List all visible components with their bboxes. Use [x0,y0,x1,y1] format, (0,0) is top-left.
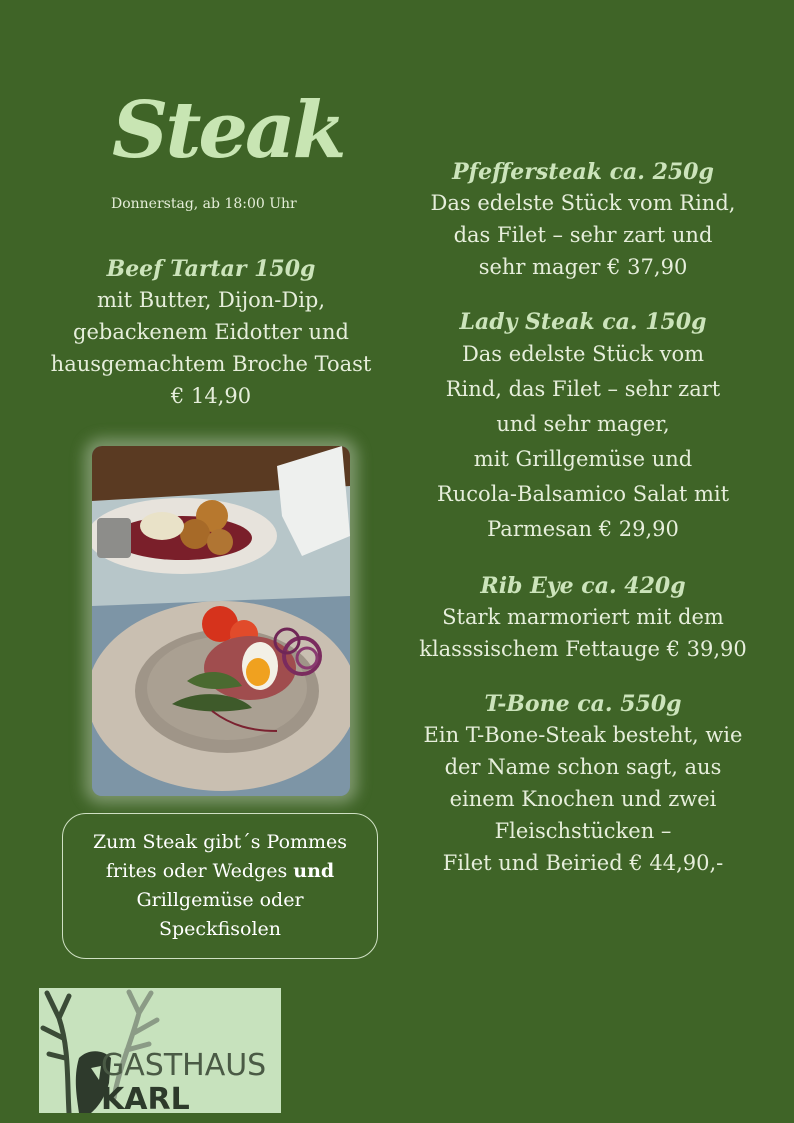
menu-item [418,689,748,879]
desc-line: Ein T-Bone-Steak besteht, wie [423,723,743,747]
desc-line: und sehr mager, [496,412,670,436]
desc-line: der Name schon sagt, aus [444,755,722,779]
sides-line [93,857,347,886]
sides-line-bold: und [293,860,335,882]
sides-info-text [93,828,347,944]
desc-line: Filet und Beiried € 44,90,- [442,851,724,875]
menu-item-description [418,719,748,879]
menu-item [40,254,382,412]
sides-info-box [62,813,378,959]
logo-line-2: KARL [101,1082,190,1113]
logo-line-1: GASTHAUS [101,1048,267,1083]
menu-item-title: Pfeffersteak ca. 250g [452,159,714,185]
desc-line: einem Knochen und zwei [449,787,717,811]
menu-item [418,157,748,283]
desc-line: hausgemachtem Broche Toast [50,352,372,376]
desc-line: sehr mager € 37,90 [478,255,688,279]
menu-item-title: Beef Tartar 150g [106,256,316,282]
menu-item-title: T-Bone ca. 550g [484,691,682,717]
desc-line: Das edelste Stück vom [461,342,705,366]
desc-line: Fleischstücken – [494,819,672,843]
desc-line: das Filet – sehr zart und [453,223,713,247]
left-menu-column [40,254,382,436]
desc-line: Stark marmoriert mit dem [442,605,724,629]
page-subtitle: Donnerstag, ab 18:00 Uhr [111,196,297,212]
menu-item-title: Rib Eye ca. 420g [480,573,686,599]
menu-item-title: Lady Steak ca. 150g [459,309,707,335]
food-photo-illustration [92,446,350,796]
gasthaus-logo [39,988,281,1113]
menu-item [418,307,748,547]
desc-line: mit Grillgemüse und [473,447,693,471]
sides-line: Grillgemüse oder [136,889,304,911]
sides-line: Zum Steak gibt´s Pommes [92,831,348,853]
menu-item-description [40,284,382,412]
sides-line: Speckfisolen [159,918,281,940]
desc-line: gebackenem Eidotter und [73,320,349,344]
food-photo [92,446,350,796]
desc-line: mit Butter, Dijon-Dip, [96,288,326,312]
page-title: Steak [112,85,344,176]
right-menu-column [418,157,748,903]
sides-line-part: frites oder Wedges [105,860,294,882]
menu-item-description [418,187,748,283]
desc-line: € 14,90 [170,384,252,408]
menu-item [418,571,748,665]
desc-line: klasssischem Fettauge € 39,90 [419,637,747,661]
desc-line: Das edelste Stück vom Rind, [430,191,736,215]
menu-item-description [418,601,748,665]
desc-line: Parmesan € 29,90 [487,517,679,541]
desc-line: Rucola-Balsamico Salat mit [436,482,730,506]
desc-line: Rind, das Filet – sehr zart [445,377,721,401]
menu-item-description [418,337,748,547]
